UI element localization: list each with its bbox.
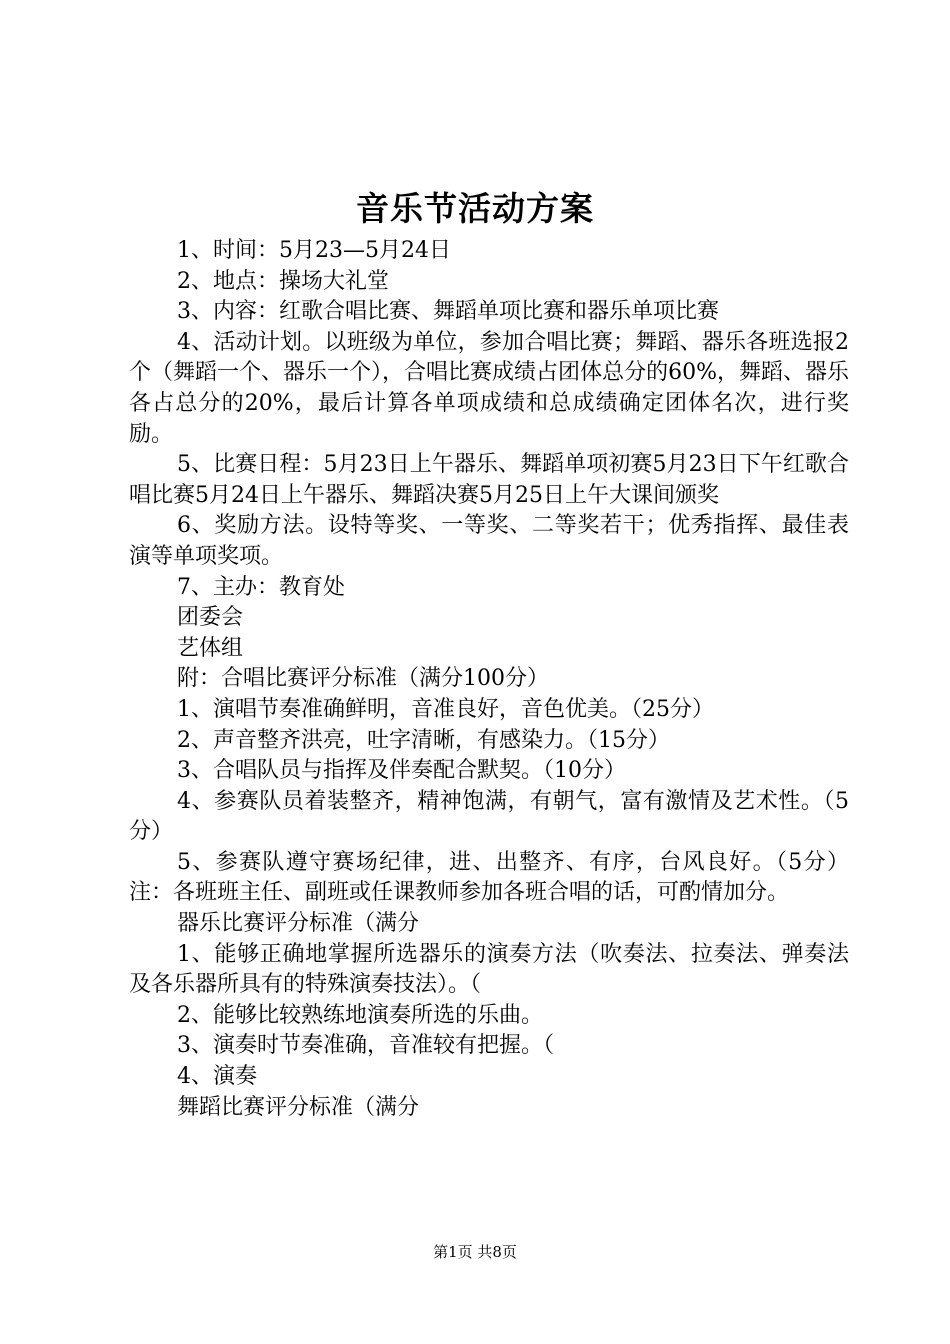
paragraph-choir-criterion-1: 1、演唱节奏准确鲜明，音准良好，音色优美。（25分） [177, 696, 714, 722]
paragraph-choir-criterion-5: 5、参赛队遵守赛场纪律，进、出整齐、有序，台风良好。（5分）注：各班班主任、副班或任课教师参加各班合唱的话，可酌情加分。 [129, 849, 849, 906]
paragraph-dance-heading: 舞蹈比赛评分标准（满分 [177, 1094, 420, 1120]
paragraph-instrument-heading: 器乐比赛评分标准（满分 [177, 911, 420, 937]
paragraph-plan: 4、活动计划。以班级为单位，参加合唱比赛；舞蹈、器乐各班选报2个（舞蹈一个、器乐一个），合唱比赛成绩占团体总分的60%，舞蹈、器乐各占总分的20%，最后计算各单项成绩和总成绩确定团体名次，进行奖励。 [129, 329, 849, 447]
paragraph-instrument-criterion-2: 2、能够比较熟练地演奏所选的乐曲。 [177, 1002, 543, 1028]
paragraph-schedule: 5、比赛日程：5月23日上午器乐、舞蹈单项初赛5月23日下午红歌合唱比赛5月24日上午器乐、舞蹈决赛5月25日上午大课间颁奖 [129, 452, 849, 508]
paragraph-choir-criterion-4: 4、参赛队员着装整齐，精神饱满，有朝气，富有激情及艺术性。（5分） [129, 788, 849, 845]
paragraph-instrument-criterion-3: 3、演奏时节奏准确，音准较有把握。（ [177, 1033, 554, 1059]
paragraph-instrument-criterion-1: 1、能够正确地掌握所选器乐的演奏方法（吹奏法、拉奏法、弹奏法及各乐器所具有的特殊演奏技法）。（ [129, 941, 849, 998]
paragraph-organizer-2: 团委会 [177, 605, 244, 631]
paragraph-choir-criterion-3: 3、合唱队员与指挥及伴奏配合默契。（10分） [177, 758, 626, 784]
page-footer: 第1页 共8页 [433, 1243, 517, 1261]
paragraph-choir-criterion-2: 2、声音整齐洪亮，吐字清晰，有感染力。（15分） [177, 727, 670, 753]
paragraph-organizer: 7、主办：教育处 [177, 574, 345, 600]
paragraph-time: 1、时间：5月23—5月24日 [177, 238, 451, 263]
paragraph-content: 3、内容：红歌合唱比赛、舞蹈单项比赛和器乐单项比赛 [177, 299, 719, 325]
paragraph-organizer-3: 艺体组 [177, 635, 244, 661]
paragraph-appendix-choir: 附：合唱比赛评分标准（满分100分） [177, 666, 549, 692]
document-title: 音乐节活动方案 [356, 189, 594, 228]
document-body [129, 236, 849, 1123]
paragraph-instrument-criterion-4: 4、演奏 [177, 1064, 257, 1090]
paragraph-awards: 6、奖励方法。设特等奖、一等奖、二等奖若干；优秀指挥、最佳表演等单项奖项。 [129, 513, 849, 569]
paragraph-location: 2、地点：操场大礼堂 [177, 268, 389, 294]
